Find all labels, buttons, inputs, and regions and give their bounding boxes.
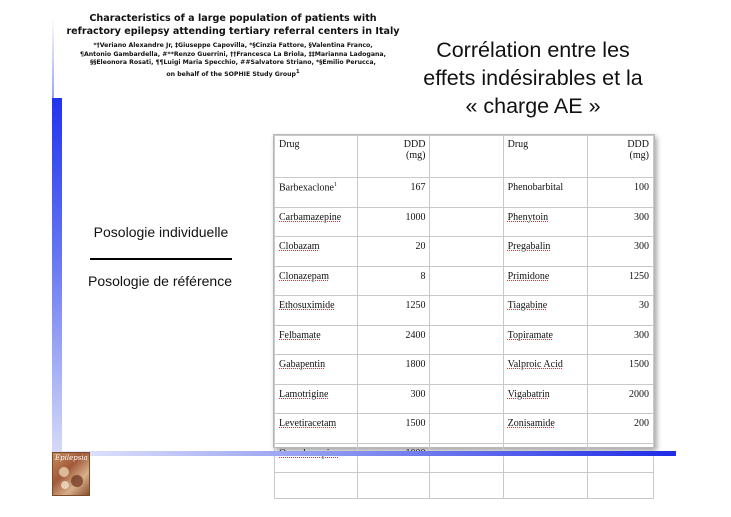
ddd-value-cell: 1500 (358, 414, 430, 444)
header-ddd-unit: (mg) (406, 150, 426, 161)
ddd-table (273, 134, 655, 448)
table-row (275, 237, 654, 267)
ddd-value-cell: 8 (358, 266, 430, 296)
gap-cell (430, 325, 503, 355)
drug-name-cell: Lamotrigine (275, 384, 358, 414)
drug-name-cell: Clobazam (275, 237, 358, 267)
ddd-value-cell: 167 (358, 178, 430, 208)
cover-art-shape (61, 481, 69, 489)
left-accent-line (52, 18, 54, 98)
gap-cell (430, 414, 503, 444)
table-row (275, 325, 654, 355)
ddd-value-cell: 100 (587, 178, 653, 208)
fraction-bar (90, 258, 232, 260)
gap-cell (430, 443, 503, 473)
gap-cell (430, 355, 503, 385)
cover-art-shape (71, 475, 83, 487)
table-row (275, 296, 654, 326)
table-row (275, 414, 654, 444)
table-row (275, 207, 654, 237)
authors-line2: ¶Antonio Gambardella, #**Renzo Guerrini, ††Francesca La Briola, ‡‡Marianna Ladogana, (80, 50, 386, 58)
left-gradient-bar (52, 98, 62, 453)
gap-cell (430, 266, 503, 296)
paper-title-line2: refractory epilepsy attending tertiary referral centers in Italy (66, 26, 400, 37)
gap-cell (430, 296, 503, 326)
ddd-table-grid (274, 135, 654, 499)
drug-name-cell: Felbamate (275, 325, 358, 355)
header-ddd-unit: (mg) (629, 150, 649, 161)
drug-name-cell: Phenobarbital (503, 178, 587, 208)
drug-name-cell: Phenytoin (503, 207, 587, 237)
slide-title-line1: Corrélation entre les (436, 38, 630, 62)
empty-cell (430, 473, 503, 499)
gap-cell (430, 237, 503, 267)
ddd-value-cell: 300 (587, 207, 653, 237)
drug-name-cell: Levetiracetam (275, 414, 358, 444)
gap-cell (430, 207, 503, 237)
table-row (275, 443, 654, 473)
ddd-value-cell: 20 (358, 237, 430, 267)
header-gap (430, 136, 503, 178)
header-ddd-col2 (587, 136, 653, 178)
table-row (275, 355, 654, 385)
journal-cover-logo (52, 452, 90, 496)
table-row (275, 266, 654, 296)
drug-name-cell: Tiagabine (503, 296, 587, 326)
ddd-value-cell: 2000 (587, 384, 653, 414)
ddd-value-cell: 1500 (587, 355, 653, 385)
ddd-value-cell: 300 (587, 237, 653, 267)
drug-name-cell: Ethosuximide (275, 296, 358, 326)
header-ddd-label: DDD (627, 139, 649, 150)
drug-name-cell: Clonazepam (275, 266, 358, 296)
table-row (275, 384, 654, 414)
table-row-empty (275, 473, 654, 499)
gap-cell (430, 384, 503, 414)
ddd-value-cell (587, 443, 653, 473)
paper-title (58, 12, 408, 38)
drug-name-cell: Gabapentin (275, 355, 358, 385)
drug-name-cell: Primidone (503, 266, 587, 296)
drug-name-cell: Zonisamide (503, 414, 587, 444)
header-ddd-col1 (358, 136, 430, 178)
ddd-value-cell: 2400 (358, 325, 430, 355)
empty-cell (503, 473, 587, 499)
bottom-gradient-line (62, 451, 676, 456)
ddd-value-cell: 200 (587, 414, 653, 444)
ddd-value-cell: 1250 (587, 266, 653, 296)
cover-art-shape (59, 467, 69, 477)
drug-name-cell (275, 443, 358, 473)
ddd-value-cell: 1000 (358, 207, 430, 237)
slide-title (398, 36, 668, 120)
drug-name-cell: Pregabalin (503, 237, 587, 267)
slide-title-line3: « charge AE » (465, 94, 601, 118)
paper-title-line1: Characteristics of a large population of patients with (89, 13, 377, 24)
slide-title-line2: effets indésirables et la (423, 66, 643, 90)
table-row (275, 178, 654, 208)
fraction-denominator: Posologie de référence (88, 273, 232, 289)
paper-authors: *†Veriano Alexandre Jr, ‡Giuseppe Capovilla, *§Cinzia Fattore, §Valentina Franco, ¶Antonio Gambardella, #**Renzo Guerrini, ††Francesca La Briola, ‡‡Marianna Ladogana, §§Eleonora Rosati, ¶¶Luigi Maria Specchio, ##Salvatore Striano, *§Emilio Perucca, on behalf of the SOPHIE Study Group$^1$ (80, 42, 386, 78)
ddd-value-cell: 300 (587, 325, 653, 355)
header-ddd-label: DDD (403, 139, 426, 150)
drug-name-cell: Carbamazepine (275, 207, 358, 237)
drug-name-cell: Vigabatrin (503, 384, 587, 414)
journal-title: Epilepsia (55, 454, 88, 462)
drug-name-cell (503, 443, 587, 473)
empty-cell (275, 473, 358, 499)
empty-cell (587, 473, 653, 499)
ddd-value-cell (358, 443, 430, 473)
gap-cell (430, 178, 503, 208)
ddd-value-cell: 30 (587, 296, 653, 326)
paper-header (58, 12, 408, 79)
footnote-mark: 1 (333, 182, 337, 188)
authors-line4: on behalf of the SOPHIE Study Group (166, 70, 296, 78)
header-drug-col1: Drug (275, 136, 358, 178)
table-header-row (275, 136, 654, 178)
ddd-value-cell: 300 (358, 384, 430, 414)
drug-name-cell: Topiramate (503, 325, 587, 355)
authors-line1: *†Veriano Alexandre Jr, ‡Giuseppe Capovilla, *§Cinzia Fattore, §Valentina Franco, (93, 42, 373, 49)
ddd-value-cell: 1250 (358, 296, 430, 326)
ddd-value-cell: 1800 (358, 355, 430, 385)
empty-cell (358, 473, 430, 499)
drug-name-cell: Valproic Acid (503, 355, 587, 385)
header-drug-col2: Drug (503, 136, 587, 178)
drug-name-cell: Barbexaclone$^1$ (275, 178, 358, 208)
authors-line3: §§Eleonora Rosati, ¶¶Luigi Maria Specchio, ##Salvatore Striano, *§Emilio Perucca, (90, 59, 376, 67)
fraction-numerator: Posologie individuelle (93, 224, 229, 240)
